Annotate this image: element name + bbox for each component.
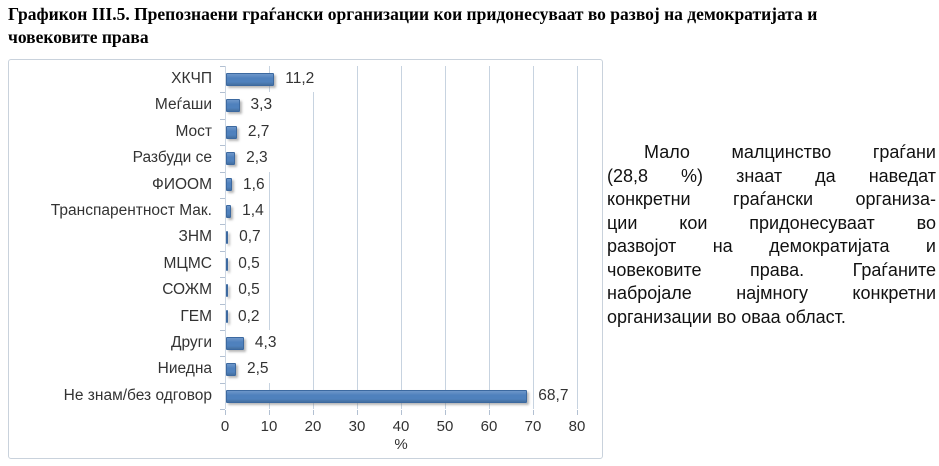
category-axis-tick: [220, 277, 225, 278]
x-axis-tick: [401, 410, 402, 415]
bar: [226, 205, 231, 218]
value-label: 2,3: [244, 145, 270, 171]
chart-title-line-2: човековите права: [8, 27, 149, 47]
x-tick-label: 10: [260, 418, 278, 435]
x-tick-label: 80: [568, 418, 586, 435]
bar: [226, 73, 274, 86]
bar: [226, 231, 228, 244]
category-label: ФИООМ: [152, 175, 212, 193]
category-label: Ниедна: [157, 360, 212, 378]
value-label: 4,3: [253, 330, 279, 356]
bar: [226, 310, 228, 323]
x-tick-label: 50: [436, 418, 454, 435]
category-axis-tick: [220, 356, 225, 357]
annotation-line: конкретни граѓански организа-: [607, 189, 936, 209]
annotation-line: развојот на демократијата и: [607, 236, 936, 256]
x-tick-label: 0: [220, 418, 230, 435]
annotation-line: организации во оваа област.: [607, 306, 846, 327]
value-label: 11,2: [283, 66, 316, 92]
value-label: 68,7: [536, 383, 570, 409]
chart-title: [8, 3, 936, 49]
category-axis-tick: [220, 330, 225, 331]
x-tick-label: 30: [348, 418, 366, 435]
bar: [226, 126, 237, 139]
bar: [226, 390, 527, 403]
bar: [226, 363, 236, 376]
category-label: МЦМС: [163, 254, 212, 272]
x-axis-tick: [357, 410, 358, 415]
chart-title-line-1: Графикон III.5. Препознаени граѓански организации кои придонесуваат во развој на демократијата и: [8, 4, 818, 24]
category-axis-tick: [220, 172, 225, 173]
category-axis-tick: [220, 92, 225, 93]
category-label: ЗНМ: [178, 228, 212, 246]
value-label: 1,4: [240, 198, 266, 224]
category-axis-tick: [220, 383, 225, 384]
x-axis-tick: [225, 410, 226, 415]
value-label: 2,5: [245, 356, 271, 382]
x-tick-label: 40: [392, 418, 410, 435]
bar: [226, 99, 240, 112]
x-tick-label: 70: [524, 418, 542, 435]
category-axis-tick: [220, 304, 225, 305]
bar: [226, 178, 232, 191]
category-label: Разбуди се: [132, 149, 212, 167]
category-label: Други: [170, 334, 212, 351]
annotation-line: (28,8 %) знаат да наведат: [607, 165, 936, 186]
annotation-line: Мало малцинство граѓани: [644, 142, 936, 162]
category-axis-tick: [220, 224, 225, 225]
category-label: Не знам/без одговор: [63, 386, 212, 404]
plot-area: [9, 60, 602, 458]
annotation-line: човековите права. Граѓаните: [607, 259, 936, 280]
x-axis-tick: [269, 410, 270, 415]
x-axis-title: %: [394, 436, 408, 453]
bar: [226, 337, 244, 350]
x-tick-label: 20: [304, 418, 322, 435]
category-axis-tick: [220, 198, 225, 199]
category-axis-tick: [220, 251, 225, 252]
chart-panel: [8, 59, 603, 459]
category-label: Меѓаши: [154, 96, 212, 114]
x-axis-tick: [445, 410, 446, 415]
category-label: СОЖМ: [162, 281, 212, 299]
value-label: 1,6: [241, 172, 267, 198]
gridline: [445, 66, 446, 409]
annotation-paragraph: [607, 141, 936, 329]
bar: [226, 152, 235, 165]
category-label: ХКЧП: [171, 70, 212, 87]
value-label: 0,2: [236, 304, 262, 330]
category-axis-tick: [220, 145, 225, 146]
category-axis-tick: [220, 409, 225, 410]
gridline: [357, 66, 358, 409]
x-axis-tick: [533, 410, 534, 415]
value-label: 0,5: [236, 277, 262, 303]
bar: [226, 284, 228, 297]
category-axis-tick: [220, 66, 225, 67]
gridline: [401, 66, 402, 409]
annotation-line: набројале најмногу конкретни: [607, 283, 936, 303]
category-label: ГЕМ: [180, 307, 212, 325]
gridline: [533, 66, 534, 409]
annotation-line: ции кои придонесуваат во: [607, 212, 936, 233]
value-label: 0,7: [237, 224, 263, 250]
bar: [226, 258, 228, 271]
x-axis-tick: [313, 410, 314, 415]
gridline: [577, 66, 578, 409]
gridline: [313, 66, 314, 409]
value-label: 3,3: [249, 92, 275, 118]
gridline: [489, 66, 490, 409]
value-label: 2,7: [246, 119, 272, 145]
value-label: 0,5: [236, 251, 262, 277]
category-label: Мост: [175, 122, 212, 140]
x-axis-tick: [489, 410, 490, 415]
x-axis-tick: [577, 410, 578, 415]
category-label: Транспарентност Мак.: [50, 202, 212, 219]
x-tick-label: 60: [480, 418, 498, 435]
category-axis-tick: [220, 119, 225, 120]
